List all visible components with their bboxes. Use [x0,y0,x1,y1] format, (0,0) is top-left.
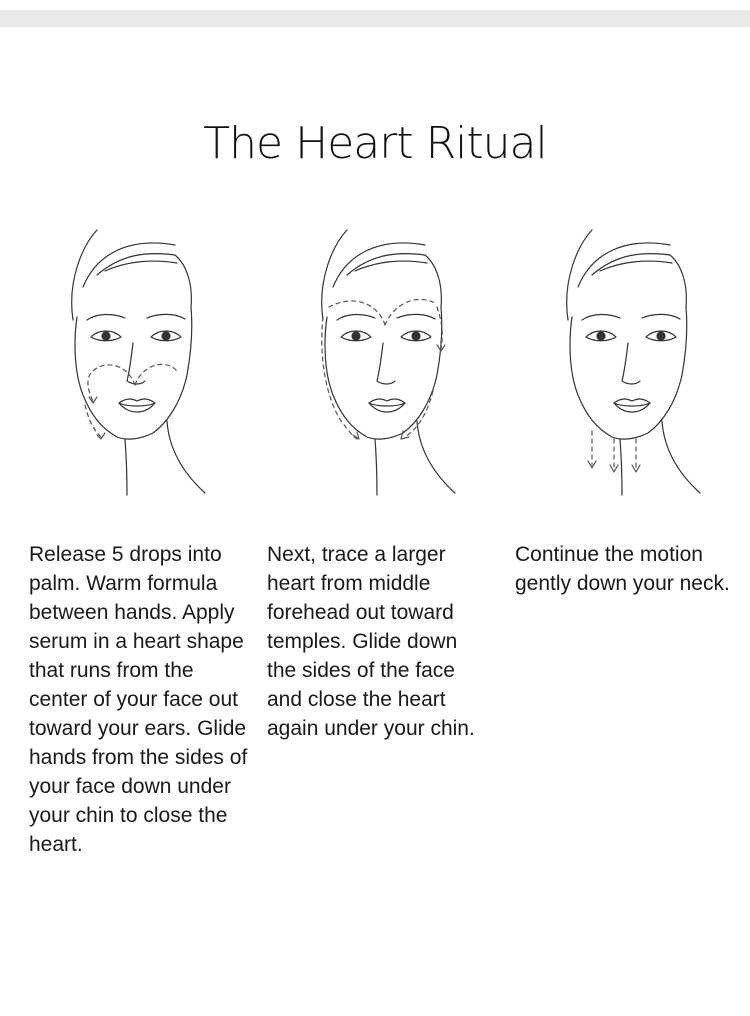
face-forehead-heart-arrows-icon [285,225,485,500]
face-cheek-heart-arrows-icon [35,225,235,500]
face-neck-down-arrows-icon [530,225,730,500]
step-3-instructions: Continue the motion gently down your neck. [515,543,730,595]
step-1-instructions: Release 5 drops into palm. Warm formula between hands. Apply serum in a heart shape that runs from the center of your face out toward your ears. Glide hands from the sides of your face down under your chin to close the heart. [29,543,248,856]
page-title: The Heart Ritual [203,118,547,169]
step-2-instructions: Next, trace a larger heart from middle forehead out toward temples. Glide down the sides of the face and close the heart again under your chin. [267,543,475,740]
top-bar [0,10,750,27]
